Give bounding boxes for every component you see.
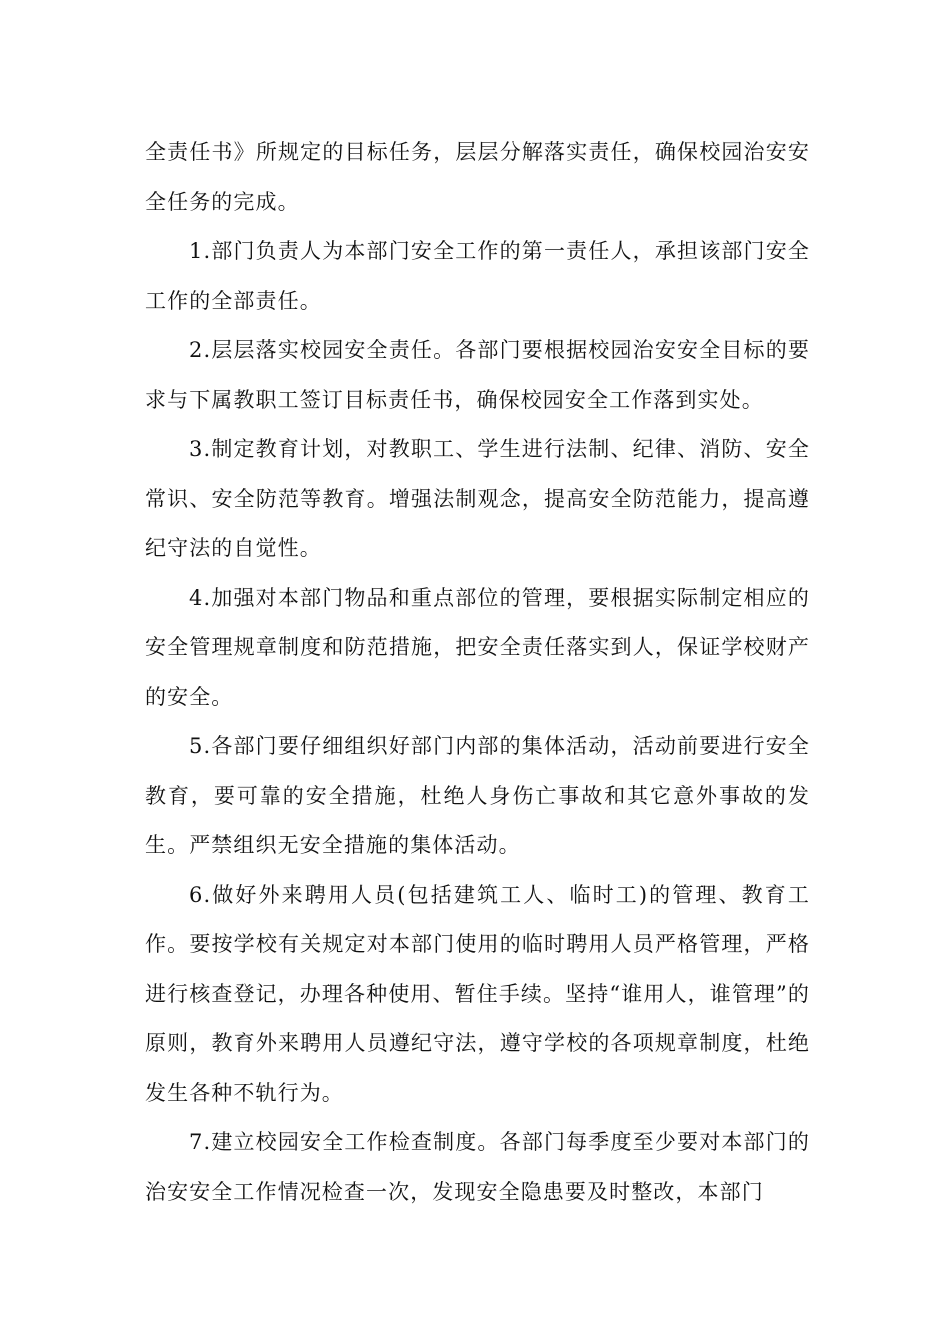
document-body bbox=[145, 128, 810, 1217]
paragraph-continuation: 全责任书》所规定的目标任务，层层分解落实责任，确保校园治安安全任务的完成。 bbox=[145, 140, 810, 214]
paragraph-item-4: 4.加强对本部门物品和重点部位的管理，要根据实际制定相应的安全管理规章制度和防范措施，把安全责任落实到人，保证学校财产的安全。 bbox=[145, 585, 810, 709]
paragraph-item-5: 5.各部门要仔细组织好部门内部的集体活动，活动前要进行安全教育，要可靠的安全措施，杜绝人身伤亡事故和其它意外事故的发生。严禁组织无安全措施的集体活动。 bbox=[145, 734, 810, 857]
paragraph-item-2: 2.层层落实校园安全责任。各部门要根据校园治安安全目标的要求与下属教职工签订目标责任书，确保校园安全工作落到实处。 bbox=[145, 338, 810, 412]
paragraph-item-3: 3.制定教育计划，对教职工、学生进行法制、纪律、消防、安全常识、安全防范等教育。增强法制观念，提高安全防范能力，提高遵纪守法的自觉性。 bbox=[145, 437, 810, 560]
paragraph-item-1: 1.部门负责人为本部门安全工作的第一责任人，承担该部门安全工作的全部责任。 bbox=[145, 239, 810, 313]
paragraph-item-7: 7.建立校园安全工作检查制度。各部门每季度至少要对本部门的治安安全工作情况检查一次，发现安全隐患要及时整改，本部门 bbox=[145, 1130, 810, 1204]
paragraph-item-6: 6.做好外来聘用人员(包括建筑工人、临时工)的管理、教育工作。要按学校有关规定对本部门使用的临时聘用人员严格管理，严格进行核查登记，办理各种使用、暂住手续。坚持“谁用人，谁管理”的原则，教育外来聘用人员遵纪守法，遵守学校的各项规章制度，杜绝发生各种不轨行为。 bbox=[145, 882, 810, 1105]
